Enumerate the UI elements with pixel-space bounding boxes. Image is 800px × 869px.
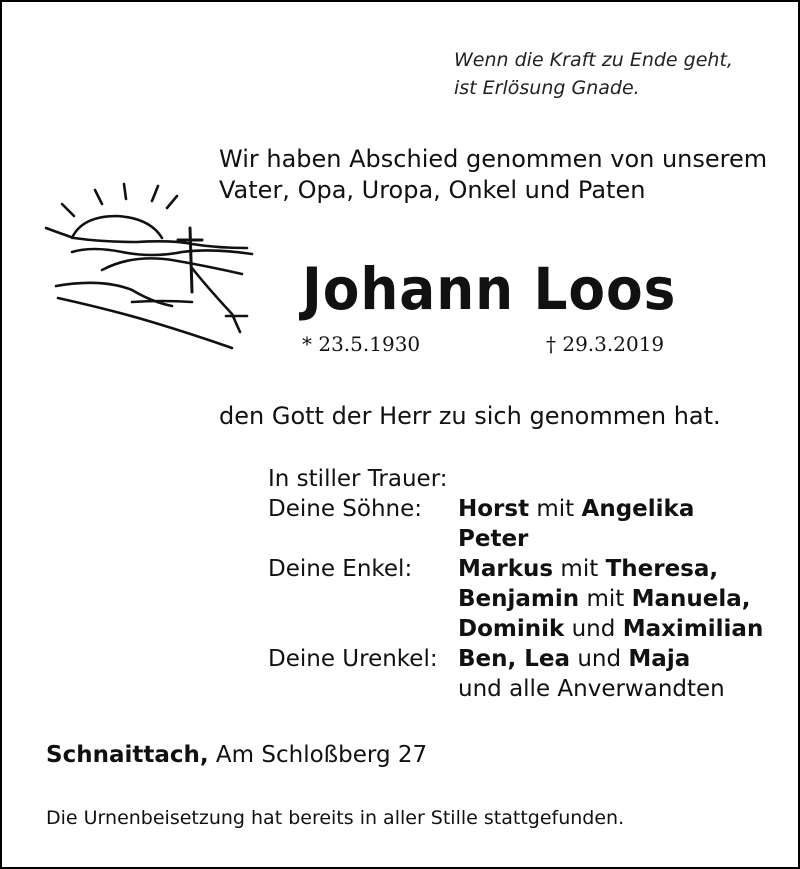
grandchildren-line-2 (458, 584, 750, 614)
connector: und (570, 646, 629, 672)
list-item (268, 494, 695, 524)
burial-note: Die Urnenbeisetzung hat bereits in aller Stille stattgefunden. (46, 807, 625, 829)
address (46, 742, 427, 768)
connector: und (564, 616, 623, 642)
grandchild-name: Markus (458, 556, 554, 582)
sunrise-hills-cross-icon (42, 182, 272, 352)
grandchild-name: Benjamin (458, 586, 580, 612)
great-grandchild-name: Maja (628, 646, 691, 672)
partner-name: Theresa, (605, 556, 719, 582)
grandchild-name: Maximilian (622, 616, 764, 642)
motto-quote (454, 46, 733, 102)
intro-line-2: Vater, Opa, Uropa, Onkel und Paten (219, 176, 646, 204)
motto-line-1: Wenn die Kraft zu Ende geht, (454, 49, 733, 71)
list-item (268, 554, 719, 584)
grandchildren-label: Deine Enkel: (268, 556, 413, 582)
great-grandchildren-line (458, 644, 690, 674)
connector: mit (529, 496, 582, 522)
address-town: Schnaittach, (46, 742, 209, 768)
address-street: Am Schloßberg 27 (208, 742, 428, 768)
closing-line: den Gott der Herr zu sich genommen hat. (219, 402, 721, 430)
mourners-list (268, 464, 764, 704)
great-grandchildren-label: Deine Urenkel: (268, 646, 438, 672)
motto-line-2: ist Erlösung Gnade. (454, 77, 640, 99)
list-item (268, 644, 691, 674)
son-name: Horst (458, 496, 530, 522)
death-date: † 29.3.2019 (546, 332, 665, 356)
sons-line-1 (458, 494, 694, 524)
partner-name: Angelika (581, 496, 695, 522)
relatives-line: und alle Anverwandten (458, 676, 725, 702)
intro-text (219, 144, 767, 206)
grandchildren-line-1 (458, 554, 718, 584)
partner-name: Manuela, (631, 586, 751, 612)
intro-line-1: Wir haben Abschied genommen von unserem (219, 145, 768, 173)
grandchild-name: Dominik (458, 616, 565, 642)
list-item (268, 524, 529, 554)
great-grandchild-names: Ben, Lea (458, 646, 571, 672)
list-item (268, 584, 751, 614)
birth-date: * 23.5.1930 (302, 332, 421, 356)
connector: mit (579, 586, 632, 612)
connector: mit (553, 556, 606, 582)
deceased-name: Johann Loos (302, 255, 677, 323)
son-name: Peter (458, 526, 529, 552)
mourners-title: In stiller Trauer: (268, 466, 448, 492)
sons-label: Deine Söhne: (268, 496, 423, 522)
list-item (268, 614, 764, 644)
grandchildren-line-3 (458, 614, 763, 644)
list-item (268, 674, 725, 704)
